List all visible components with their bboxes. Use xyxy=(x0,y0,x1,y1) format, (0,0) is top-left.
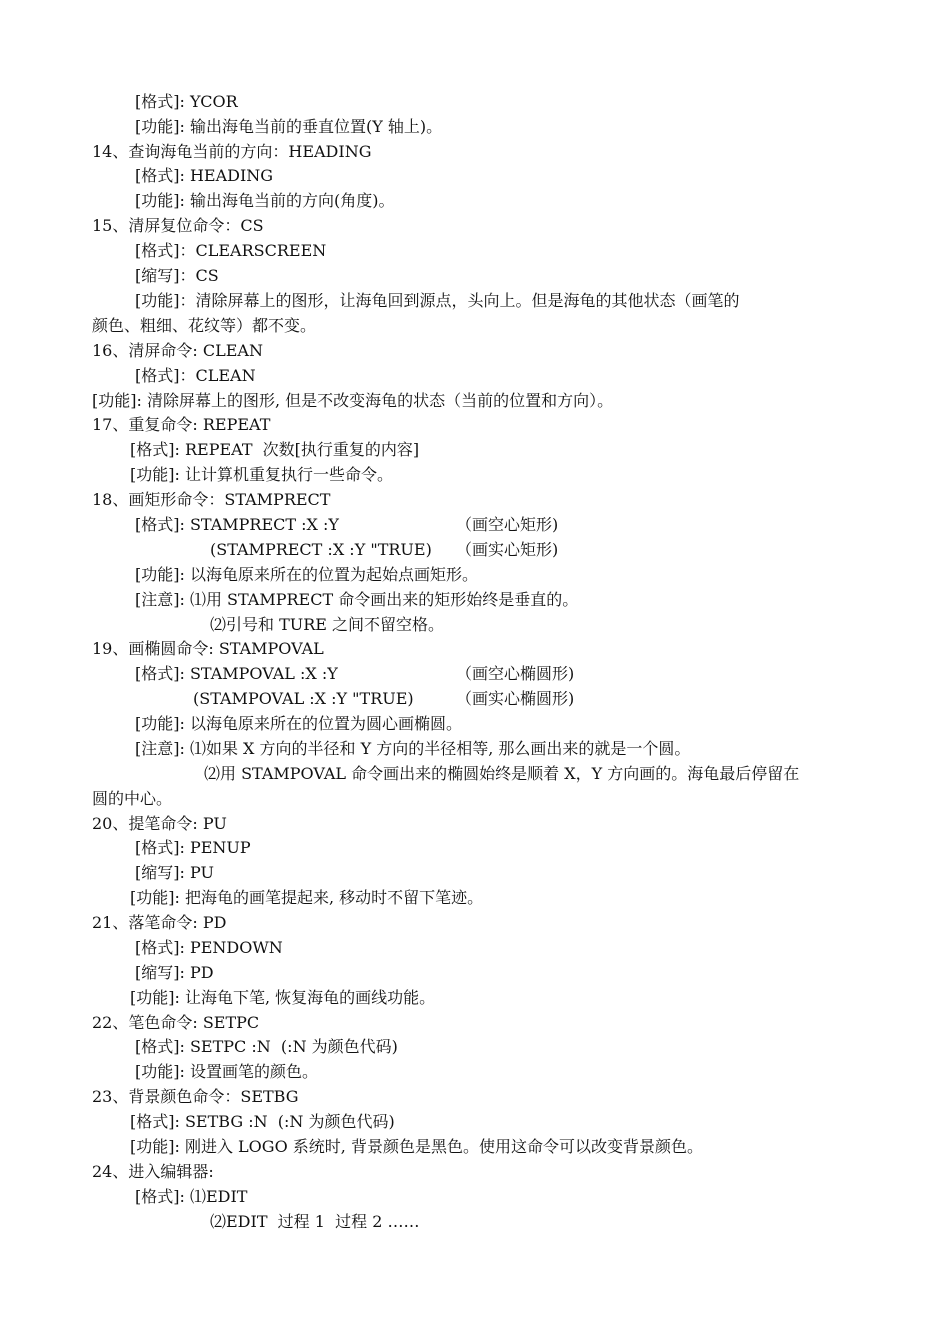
abbreviation-line: [缩写]：CS xyxy=(135,266,219,285)
function-line: [功能]: 清除屏幕上的图形, 但是不改变海龟的状态（当前的位置和方向）。 xyxy=(92,391,614,410)
function-line: [功能]: 设置画笔的颜色。 xyxy=(135,1062,318,1081)
section-heading-22: 22、笔色命令: SETPC xyxy=(92,1013,260,1032)
format-line: ⑵EDIT 过程 1 过程 2 …… xyxy=(210,1212,420,1231)
format-note: （画空心椭圆形) xyxy=(456,664,575,683)
section-heading-21: 21、落笔命令: PD xyxy=(92,913,227,932)
function-line: [功能]: 刚进入 LOGO 系统时, 背景颜色是黑色。使用这命令可以改变背景颜色。 xyxy=(130,1137,703,1156)
format-note: （画实心矩形) xyxy=(456,540,559,559)
section-heading-15: 15、清屏复位命令：CS xyxy=(92,216,264,235)
function-line: [功能]: 输出海龟当前的垂直位置(Y 轴上)。 xyxy=(135,117,443,136)
function-line: [功能]: 以海龟原来所在的位置为起始点画矩形。 xyxy=(135,565,478,584)
function-line: [功能]: 把海龟的画笔提起来, 移动时不留下笔迹。 xyxy=(130,888,484,907)
format-line: [格式]: HEADING xyxy=(135,166,274,185)
note-line: [注意]: ⑴如果 X 方向的半径和 Y 方向的半径相等, 那么画出来的就是一个圆。 xyxy=(135,739,691,758)
section-heading-23: 23、背景颜色命令：SETBG xyxy=(92,1087,299,1106)
format-line: [格式]: STAMPOVAL :X :Y xyxy=(135,664,338,683)
note-line-continued: 圆的中心。 xyxy=(92,789,173,808)
format-line: [格式]：CLEARSCREEN xyxy=(135,241,327,260)
note-line: ⑵引号和 TURE 之间不留空格。 xyxy=(210,615,445,634)
function-line: [功能]: 让海龟下笔, 恢复海龟的画线功能。 xyxy=(130,988,436,1007)
function-line: [功能]: 输出海龟当前的方向(角度)。 xyxy=(135,191,395,210)
format-line: [格式]: SETBG :N (:N 为颜色代码) xyxy=(130,1112,395,1131)
abbreviation-line: [缩写]: PU xyxy=(135,863,214,882)
format-line: [格式]: REPEAT 次数[执行重复的内容] xyxy=(130,440,420,459)
note-line: ⑵用 STAMPOVAL 命令画出来的椭圆始终是顺着 X，Y 方向画的。海龟最后停留在 xyxy=(204,764,800,783)
function-line: [功能]: 以海龟原来所在的位置为圆心画椭圆。 xyxy=(135,714,462,733)
format-line: [格式]: PENUP xyxy=(135,838,251,857)
note-line: [注意]: ⑴用 STAMPRECT 命令画出来的矩形始终是垂直的。 xyxy=(135,590,579,609)
format-line: [格式]: PENDOWN xyxy=(135,938,283,957)
section-heading-24: 24、进入编辑器: xyxy=(92,1162,214,1181)
format-line: [格式]: STAMPRECT :X :Y xyxy=(135,515,339,534)
function-line-continued: 颜色、粗细、花纹等）都不变。 xyxy=(92,316,317,335)
format-line: [格式]: YCOR xyxy=(135,92,238,111)
section-heading-14: 14、查询海龟当前的方向：HEADING xyxy=(92,142,372,161)
format-line: [格式]: ⑴EDIT xyxy=(135,1187,248,1206)
format-line: [格式]: SETPC :N (:N 为颜色代码) xyxy=(135,1037,398,1056)
section-heading-16: 16、清屏命令: CLEAN xyxy=(92,341,263,360)
format-line: (STAMPRECT :X :Y "TRUE) xyxy=(210,540,432,559)
section-heading-20: 20、提笔命令: PU xyxy=(92,814,227,833)
format-note: （画空心矩形) xyxy=(456,515,559,534)
section-heading-19: 19、画椭圆命令: STAMPOVAL xyxy=(92,639,324,658)
abbreviation-line: [缩写]: PD xyxy=(135,963,214,982)
function-line: [功能]：清除屏幕上的图形，让海龟回到源点，头向上。但是海龟的其他状态（画笔的 xyxy=(135,291,740,310)
format-note: （画实心椭圆形) xyxy=(456,689,575,708)
section-heading-18: 18、画矩形命令：STAMPRECT xyxy=(92,490,331,509)
section-heading-17: 17、重复命令: REPEAT xyxy=(92,415,271,434)
format-line: [格式]：CLEAN xyxy=(135,366,256,385)
format-line: (STAMPOVAL :X :Y "TRUE) xyxy=(193,689,414,708)
function-line: [功能]: 让计算机重复执行一些命令。 xyxy=(130,465,393,484)
